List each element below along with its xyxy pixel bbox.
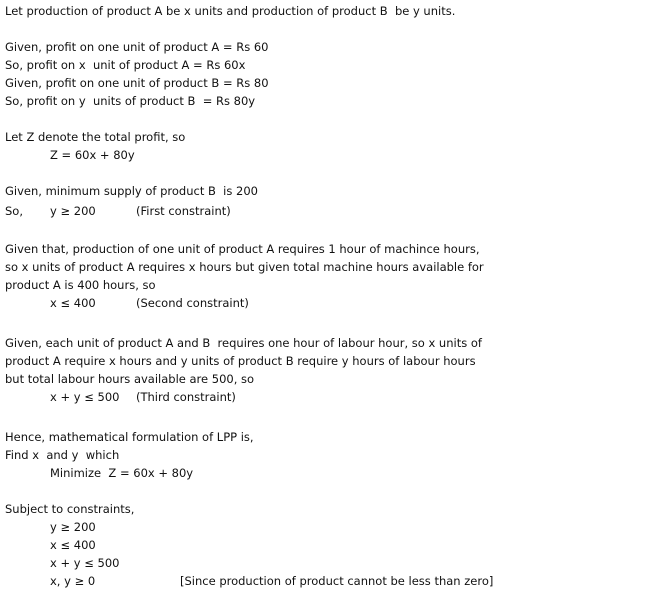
text-line: Given, minimum supply of product B is 200 [5,184,258,198]
constraint-line: x + y ≤ 500 [50,556,120,570]
text-line: Find x and y which [5,448,120,462]
constraint-note: (Third constraint) [136,390,236,404]
text-line: Hence, mathematical formulation of LPP is, [5,430,254,444]
text-line: Given that, production of one unit of product A requires 1 hour of machince hours, [5,242,480,256]
constraint-note: (First constraint) [136,204,231,218]
equation: y ≥ 200 [50,204,96,218]
text-line: but total labour hours available are 500, so [5,372,255,386]
text-line: Subject to constraints, [5,502,135,516]
text-line: Let Z denote the total profit, so [5,130,186,144]
constraint-line: x, y ≥ 0 [50,574,96,588]
objective-function: Minimize Z = 60x + 80y [50,466,194,480]
text-line: Given, each unit of product A and B requires one hour of labour hour, so x units of [5,336,482,350]
text-line: So, profit on x unit of product A = Rs 60x [5,58,246,72]
text-line: Let production of product A be x units and production of product B be y units. [5,4,456,18]
constraint-line: x ≤ 400 [50,538,96,552]
text-line: Given, profit on one unit of product A = Rs 60 [5,40,269,54]
text-line: product A require x hours and y units of product B require y hours of labour hours [5,354,476,368]
equation: x + y ≤ 500 [50,390,120,404]
constraint-line: y ≥ 200 [50,520,96,534]
constraint-note: (Second constraint) [136,296,249,310]
constraint-note: [Since production of product cannot be less than zero] [180,574,494,588]
text-line: So, [5,204,23,218]
equation: Z = 60x + 80y [50,148,135,162]
text-line: so x units of product A requires x hours but given total machine hours available for [5,260,484,274]
text-line: Given, profit on one unit of product B = Rs 80 [5,76,269,90]
text-line: product A is 400 hours, so [5,278,156,292]
text-line: So, profit on y units of product B = Rs 80y [5,94,256,108]
equation: x ≤ 400 [50,296,96,310]
